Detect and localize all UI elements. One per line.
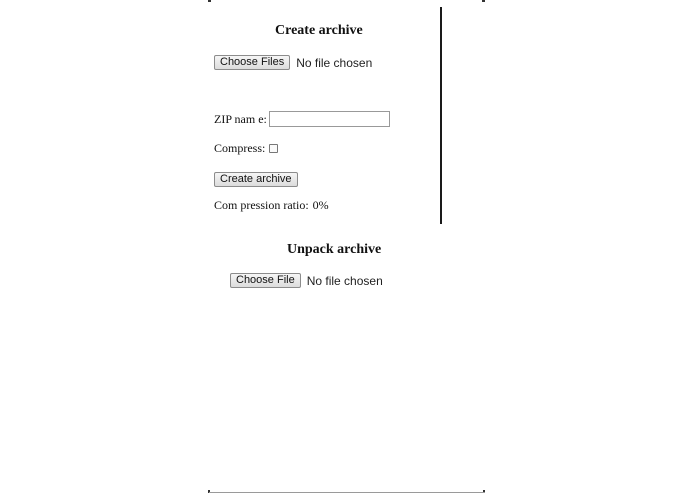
create-archive-button[interactable]: Create archive xyxy=(214,172,298,187)
frame-bottom-edge xyxy=(209,492,485,493)
vertical-divider xyxy=(440,7,442,224)
compress-row xyxy=(214,141,278,156)
unpack-file-status: No file chosen xyxy=(306,273,383,288)
compression-ratio-value: 0% xyxy=(312,198,329,212)
frame-corner-top-right xyxy=(482,0,485,2)
create-file-picker xyxy=(214,55,372,70)
create-button-row xyxy=(214,169,298,187)
unpack-archive-heading: Unpack archive xyxy=(287,242,382,257)
compress-checkbox[interactable] xyxy=(269,144,278,153)
zip-name-label: ZIP nam e: xyxy=(214,111,267,126)
choose-files-button[interactable]: Choose Files xyxy=(214,55,290,70)
create-file-status: No file chosen xyxy=(296,55,373,70)
unpack-file-picker xyxy=(230,273,383,288)
frame-corner-top-left xyxy=(208,0,211,2)
compress-label: Compress: xyxy=(214,141,266,155)
zip-name-row xyxy=(214,111,390,127)
compression-ratio-label: Com pression ratio: xyxy=(214,198,309,212)
choose-file-button[interactable]: Choose File xyxy=(230,273,301,288)
compression-ratio-row xyxy=(214,198,329,213)
zip-name-input[interactable] xyxy=(269,111,390,127)
create-archive-heading: Create archive xyxy=(275,23,363,38)
